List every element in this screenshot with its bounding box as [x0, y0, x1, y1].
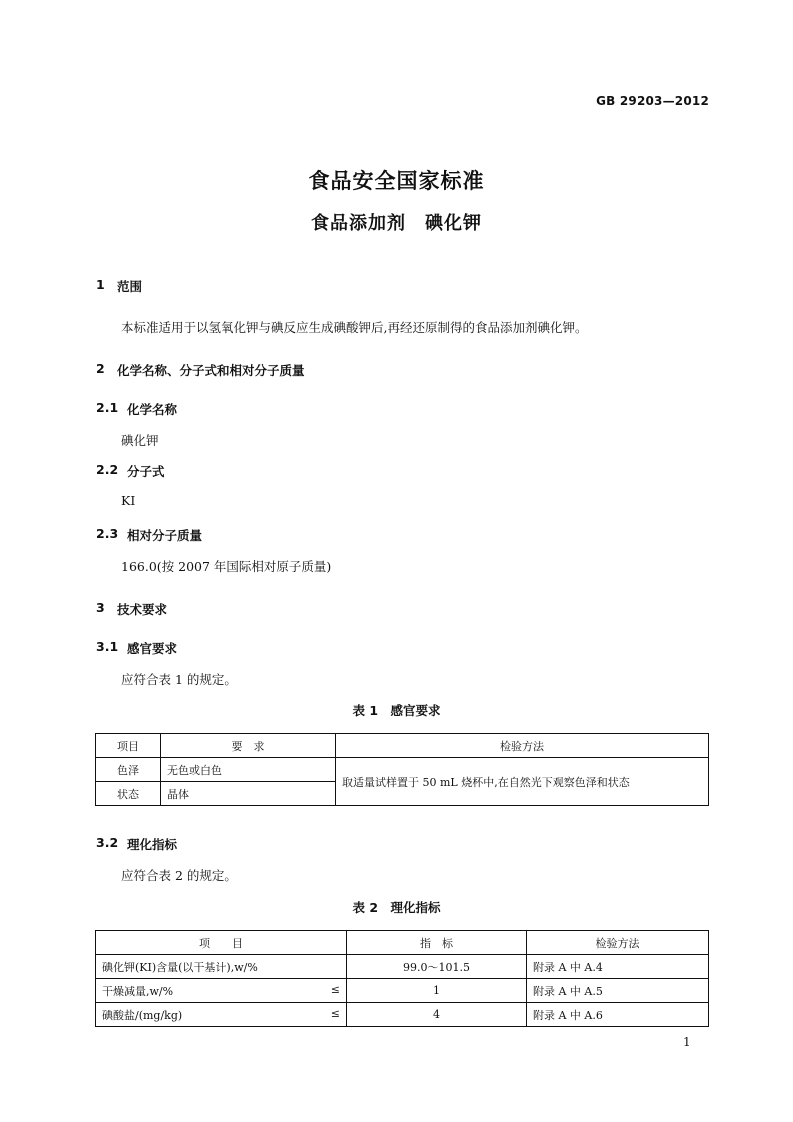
table-1-header-method: 检验方法 — [336, 734, 709, 758]
table-2-row-value: 1 — [347, 979, 527, 1003]
section-2-1-number: 2.1 — [96, 400, 119, 415]
section-1-number: 1 — [96, 277, 105, 292]
section-3-1-text: 应符合表 1 的规定。 — [121, 672, 237, 687]
table-1-row-requirement: 晶体 — [161, 782, 336, 806]
section-2-1-text: 碘化钾 — [121, 433, 159, 448]
section-2-2-text: KI — [121, 493, 136, 508]
section-2-3-text: 166.0(按 2007 年国际相对原子质量) — [121, 559, 332, 574]
section-1-text: 本标准适用于以氢氧化钾与碘反应生成碘酸钾后,再经还原制得的食品添加剂碘化钾。 — [121, 320, 588, 335]
table-2-row-method: 附录 A 中 A.4 — [527, 955, 709, 979]
section-3-title: 技术要求 — [117, 602, 168, 617]
table-2-header-value: 指 标 — [347, 931, 527, 955]
section-2-3-number: 2.3 — [96, 526, 119, 541]
section-3-2-number: 3.2 — [96, 835, 119, 850]
table-2-caption: 表 2 理化指标 — [352, 900, 441, 915]
section-2-title: 化学名称、分子式和相对分子质量 — [117, 363, 305, 378]
comparison-sign: ≤ — [330, 1006, 340, 1020]
table-1 — [95, 733, 709, 806]
table-1-caption: 表 1 感官要求 — [352, 703, 441, 718]
table-2-row-method: 附录 A 中 A.6 — [527, 1003, 709, 1027]
table-1-row-item: 色泽 — [96, 758, 161, 782]
comparison-sign: ≤ — [330, 982, 340, 996]
table-1-row-item: 状态 — [96, 782, 161, 806]
item-label: 碘化钾(KI)含量(以干基计),w/% — [102, 960, 258, 974]
item-label: 碘酸盐/(mg/kg) — [102, 1008, 183, 1022]
section-3-1-number: 3.1 — [96, 639, 119, 654]
section-3-2-title: 理化指标 — [127, 837, 178, 852]
section-3-1-title: 感官要求 — [127, 641, 178, 656]
section-2-number: 2 — [96, 361, 105, 376]
section-2-1-title: 化学名称 — [127, 402, 178, 417]
table-1-method: 取适量试样置于 50 mL 烧杯中,在自然光下观察色泽和状态 — [336, 758, 709, 806]
table-2-row-item — [96, 1003, 347, 1027]
document-title: 食品安全国家标准 — [308, 169, 485, 193]
table-2-row-value: 4 — [347, 1003, 527, 1027]
table-1-header-requirement: 要 求 — [161, 734, 336, 758]
table-1-header-item: 项目 — [96, 734, 161, 758]
section-2-3-title: 相对分子质量 — [127, 528, 203, 543]
table-2-row-method: 附录 A 中 A.5 — [527, 979, 709, 1003]
table-2-row-value: 99.0～101.5 — [347, 955, 527, 979]
table-1-row-requirement: 无色或白色 — [161, 758, 336, 782]
item-label: 干燥减量,w/% — [102, 984, 174, 998]
table-2-row-item — [96, 955, 347, 979]
table-2-header-item: 项 目 — [96, 931, 347, 955]
page-number: 1 — [683, 1035, 691, 1049]
section-2-2-number: 2.2 — [96, 462, 119, 477]
section-3-number: 3 — [96, 600, 105, 615]
section-2-2-title: 分子式 — [127, 464, 165, 479]
standard-number: GB 29203—2012 — [596, 94, 709, 108]
section-3-2-text: 应符合表 2 的规定。 — [121, 868, 237, 883]
table-2-header-method: 检验方法 — [527, 931, 709, 955]
table-2-row-item — [96, 979, 347, 1003]
document-subtitle: 食品添加剂 碘化钾 — [311, 213, 482, 234]
section-1-title: 范围 — [117, 279, 143, 294]
table-2 — [95, 930, 709, 1027]
